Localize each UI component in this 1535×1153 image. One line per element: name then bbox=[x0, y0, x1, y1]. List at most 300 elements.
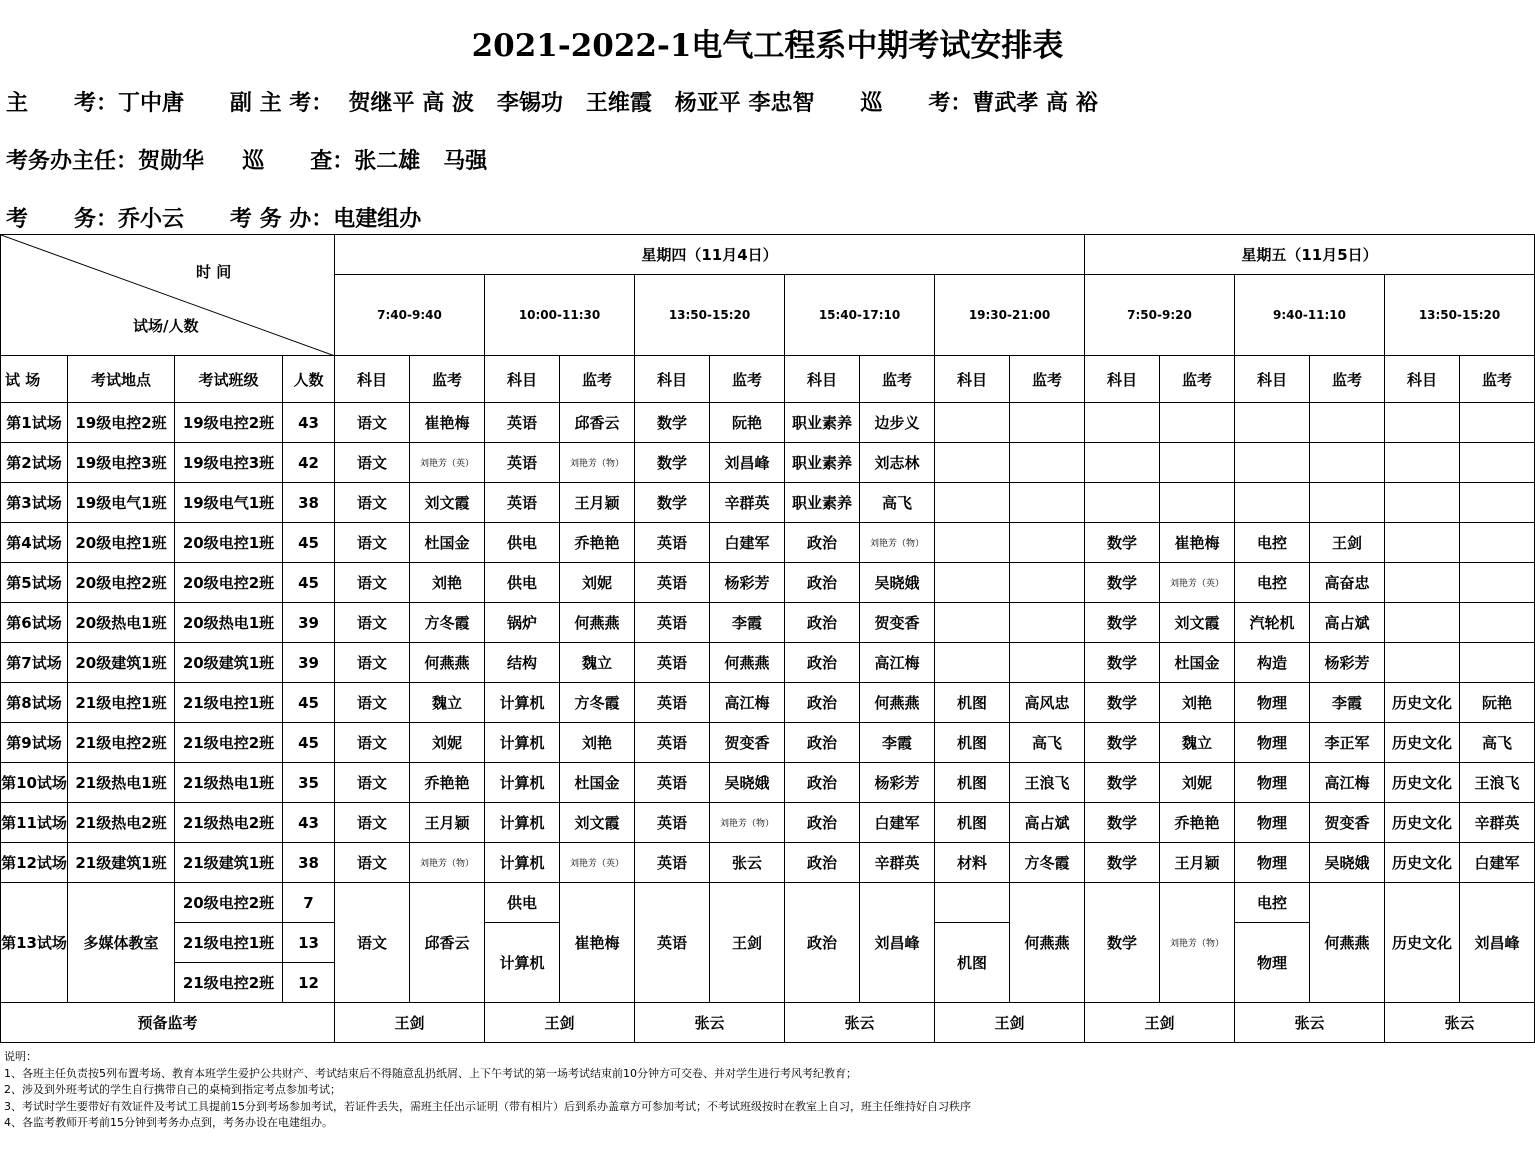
subject-cell: 物理 bbox=[1235, 683, 1310, 723]
proctor-cell bbox=[1310, 443, 1385, 483]
proctor-cell: 阮艳 bbox=[710, 403, 785, 443]
room-13-proctor: 王剑 bbox=[710, 883, 785, 1003]
room-13-count: 7 bbox=[283, 883, 335, 923]
header-line-3: 考 务：乔小云 考 务 办：电建组办 bbox=[6, 206, 422, 232]
subject-cell: 历史文化 bbox=[1385, 843, 1460, 883]
subject-cell: 语文 bbox=[335, 643, 410, 683]
proctor-cell: 高飞 bbox=[1460, 723, 1535, 763]
time-slot-8: 13:50-15:20 bbox=[1385, 275, 1535, 356]
proctor-cell: 杜国金 bbox=[410, 523, 485, 563]
page-title: 2021-2022-1电气工程系中期考试安排表 bbox=[471, 28, 1064, 64]
exam-place: 21级电控1班 bbox=[68, 683, 175, 723]
col-header-subject: 科目 bbox=[335, 356, 410, 403]
subject-cell: 数学 bbox=[1085, 523, 1160, 563]
proctor-cell: 刘昌峰 bbox=[710, 443, 785, 483]
room-label: 第2试场 bbox=[1, 443, 68, 483]
subject-cell bbox=[1385, 643, 1460, 683]
proctor-cell: 王浪飞 bbox=[1460, 763, 1535, 803]
col-header-subject: 科目 bbox=[635, 356, 710, 403]
proctor-cell: 刘妮 bbox=[410, 723, 485, 763]
proctor-cell: 高江梅 bbox=[1310, 763, 1385, 803]
proctor-cell: 崔艳梅 bbox=[410, 403, 485, 443]
subject-cell: 政治 bbox=[785, 563, 860, 603]
room-13-subject: 英语 bbox=[635, 883, 710, 1003]
subject-cell: 英语 bbox=[635, 723, 710, 763]
col-header-subject: 科目 bbox=[935, 356, 1010, 403]
subject-cell: 结构 bbox=[485, 643, 560, 683]
subject-cell: 数学 bbox=[1085, 643, 1160, 683]
proctor-cell bbox=[1160, 403, 1235, 443]
table-row bbox=[1, 643, 1535, 683]
room-13-proctor: 刘艳芳（物） bbox=[1160, 883, 1235, 1003]
proctor-cell: 辛群英 bbox=[710, 483, 785, 523]
student-count: 35 bbox=[283, 763, 335, 803]
subject-cell: 语文 bbox=[335, 483, 410, 523]
proctor-cell bbox=[1160, 483, 1235, 523]
subject-cell: 供电 bbox=[485, 523, 560, 563]
exam-place: 19级电气1班 bbox=[68, 483, 175, 523]
subject-cell: 政治 bbox=[785, 763, 860, 803]
subject-cell bbox=[935, 483, 1010, 523]
proctor-cell: 魏立 bbox=[1160, 723, 1235, 763]
subject-cell bbox=[1385, 443, 1460, 483]
room-13-subject: 语文 bbox=[335, 883, 410, 1003]
subject-cell: 英语 bbox=[635, 683, 710, 723]
time-slot-3: 13:50-15:20 bbox=[635, 275, 785, 356]
proctor-cell: 刘志林 bbox=[860, 443, 935, 483]
col-header-place: 考试地点 bbox=[68, 356, 175, 403]
subject-cell bbox=[935, 523, 1010, 563]
subject-cell: 构造 bbox=[1235, 643, 1310, 683]
room-13-proctor: 崔艳梅 bbox=[560, 883, 635, 1003]
subject-cell: 计算机 bbox=[485, 763, 560, 803]
reserve-proctor: 张云 bbox=[1385, 1003, 1535, 1043]
subject-cell bbox=[1385, 483, 1460, 523]
proctor-cell: 吴晓娥 bbox=[860, 563, 935, 603]
room-13-subject: 电控 bbox=[1235, 883, 1310, 923]
proctor-cell bbox=[1010, 603, 1085, 643]
proctor-cell: 刘艳 bbox=[410, 563, 485, 603]
subject-cell: 机图 bbox=[935, 723, 1010, 763]
proctor-cell: 边步义 bbox=[860, 403, 935, 443]
proctor-cell: 乔艳艳 bbox=[410, 763, 485, 803]
room-13-proctor: 何燕燕 bbox=[1010, 883, 1085, 1003]
subject-cell: 英语 bbox=[635, 763, 710, 803]
reserve-label: 预备监考 bbox=[1, 1003, 335, 1043]
subject-cell: 职业素养 bbox=[785, 403, 860, 443]
time-slot-2: 10:00-11:30 bbox=[485, 275, 635, 356]
proctor-cell: 张云 bbox=[710, 843, 785, 883]
proctor-cell: 贺变香 bbox=[710, 723, 785, 763]
proctor-cell bbox=[1460, 443, 1535, 483]
subject-cell: 语文 bbox=[335, 603, 410, 643]
subject-cell: 英语 bbox=[635, 603, 710, 643]
proctor-cell: 何燕燕 bbox=[560, 603, 635, 643]
time-slot-5: 19:30-21:00 bbox=[935, 275, 1085, 356]
note-item: 4、各监考教师开考前15分钟到考务办点到，考务办设在电建组办。 bbox=[4, 1116, 333, 1129]
table-row bbox=[1, 443, 1535, 483]
reserve-proctor: 王剑 bbox=[1085, 1003, 1235, 1043]
corner-header-cell bbox=[1, 235, 335, 356]
proctor-cell: 杜国金 bbox=[1160, 643, 1235, 683]
col-header-subject: 科目 bbox=[485, 356, 560, 403]
exam-class: 20级建筑1班 bbox=[175, 643, 283, 683]
table-row bbox=[1, 803, 1535, 843]
subject-cell: 材料 bbox=[935, 843, 1010, 883]
proctor-cell bbox=[1460, 403, 1535, 443]
time-slot-6: 7:50-9:20 bbox=[1085, 275, 1235, 356]
subject-cell: 电控 bbox=[1235, 563, 1310, 603]
room-13-subject: 机图 bbox=[935, 923, 1010, 1003]
subject-cell: 语文 bbox=[335, 723, 410, 763]
subject-cell: 政治 bbox=[785, 603, 860, 643]
proctor-cell: 王月颖 bbox=[560, 483, 635, 523]
exam-class: 20级电控1班 bbox=[175, 523, 283, 563]
col-header-subject: 科目 bbox=[1235, 356, 1310, 403]
proctor-cell: 高奋忠 bbox=[1310, 563, 1385, 603]
subject-cell: 历史文化 bbox=[1385, 803, 1460, 843]
subject-cell: 计算机 bbox=[485, 683, 560, 723]
subject-cell: 汽轮机 bbox=[1235, 603, 1310, 643]
proctor-cell: 辛群英 bbox=[860, 843, 935, 883]
proctor-cell: 刘艳芳（英） bbox=[1160, 563, 1235, 603]
proctor-cell bbox=[1010, 643, 1085, 683]
student-count: 43 bbox=[283, 803, 335, 843]
proctor-cell: 白建军 bbox=[860, 803, 935, 843]
notes bbox=[4, 1049, 971, 1132]
subject-cell: 数学 bbox=[1085, 563, 1160, 603]
col-header-proctor: 监考 bbox=[1310, 356, 1385, 403]
table-row bbox=[1, 843, 1535, 883]
subject-cell: 语文 bbox=[335, 843, 410, 883]
proctor-cell: 刘文霞 bbox=[410, 483, 485, 523]
exam-place: 19级电控2班 bbox=[68, 403, 175, 443]
proctor-cell: 李正军 bbox=[1310, 723, 1385, 763]
proctor-cell: 高江梅 bbox=[860, 643, 935, 683]
col-header-subject: 科目 bbox=[785, 356, 860, 403]
proctor-cell: 高占斌 bbox=[1010, 803, 1085, 843]
exam-class: 19级电气1班 bbox=[175, 483, 283, 523]
proctor-cell: 王月颖 bbox=[1160, 843, 1235, 883]
room-label: 第12试场 bbox=[1, 843, 68, 883]
subject-cell bbox=[1235, 403, 1310, 443]
subject-cell: 数学 bbox=[1085, 803, 1160, 843]
subject-cell: 职业素养 bbox=[785, 443, 860, 483]
reserve-proctor: 王剑 bbox=[935, 1003, 1085, 1043]
proctor-cell bbox=[1310, 483, 1385, 523]
subject-cell: 数学 bbox=[1085, 763, 1160, 803]
room-label: 第3试场 bbox=[1, 483, 68, 523]
room-13-count: 13 bbox=[283, 923, 335, 963]
subject-cell: 英语 bbox=[485, 443, 560, 483]
exam-place: 20级热电1班 bbox=[68, 603, 175, 643]
subject-cell: 计算机 bbox=[485, 803, 560, 843]
subject-cell bbox=[1235, 483, 1310, 523]
proctor-cell bbox=[1010, 483, 1085, 523]
proctor-cell: 王月颖 bbox=[410, 803, 485, 843]
subject-cell: 电控 bbox=[1235, 523, 1310, 563]
exam-place: 21级热电1班 bbox=[68, 763, 175, 803]
room-13-subject: 历史文化 bbox=[1385, 883, 1460, 1003]
subject-cell: 语文 bbox=[335, 803, 410, 843]
proctor-cell: 李霞 bbox=[710, 603, 785, 643]
subject-cell: 机图 bbox=[935, 763, 1010, 803]
student-count: 45 bbox=[283, 723, 335, 763]
proctor-cell: 刘文霞 bbox=[560, 803, 635, 843]
proctor-cell: 何燕燕 bbox=[860, 683, 935, 723]
room-13-proctor: 何燕燕 bbox=[1310, 883, 1385, 1003]
proctor-cell bbox=[1460, 523, 1535, 563]
proctor-cell: 白建军 bbox=[1460, 843, 1535, 883]
student-count: 45 bbox=[283, 683, 335, 723]
subject-cell: 计算机 bbox=[485, 843, 560, 883]
proctor-cell: 乔艳艳 bbox=[560, 523, 635, 563]
proctor-cell: 高江梅 bbox=[710, 683, 785, 723]
room-13-subject bbox=[935, 883, 1010, 923]
room-label: 第11试场 bbox=[1, 803, 68, 843]
col-header-count: 人数 bbox=[283, 356, 335, 403]
subject-cell: 语文 bbox=[335, 763, 410, 803]
subject-cell: 数学 bbox=[1085, 843, 1160, 883]
subject-cell: 数学 bbox=[635, 403, 710, 443]
proctor-cell: 贺变香 bbox=[860, 603, 935, 643]
subject-cell: 历史文化 bbox=[1385, 683, 1460, 723]
time-slot-7: 9:40-11:10 bbox=[1235, 275, 1385, 356]
room-13-class: 21级电控1班 bbox=[175, 923, 283, 963]
subject-cell: 机图 bbox=[935, 803, 1010, 843]
subject-cell bbox=[935, 563, 1010, 603]
room-label: 第9试场 bbox=[1, 723, 68, 763]
reserve-proctor: 张云 bbox=[1235, 1003, 1385, 1043]
exam-class: 21级热电2班 bbox=[175, 803, 283, 843]
exam-class: 21级电控1班 bbox=[175, 683, 283, 723]
exam-schedule-table bbox=[0, 234, 1535, 1043]
proctor-cell: 刘艳芳（英） bbox=[410, 443, 485, 483]
reserve-proctor: 王剑 bbox=[335, 1003, 485, 1043]
table-row bbox=[1, 483, 1535, 523]
table-row bbox=[1, 603, 1535, 643]
note-item: 2、涉及到外班考试的学生自行携带自己的桌椅到指定考点参加考试； bbox=[4, 1083, 341, 1096]
col-header-proctor: 监考 bbox=[1460, 356, 1535, 403]
subject-cell: 语文 bbox=[335, 563, 410, 603]
proctor-cell: 刘艳芳（物） bbox=[560, 443, 635, 483]
col-header-proctor: 监考 bbox=[1160, 356, 1235, 403]
col-header-room: 试 场 bbox=[1, 356, 68, 403]
note-item: 3、考试时学生要带好有效证件及考试工具提前15分到考场参加考试，若证件丢失，需班主任出示证明（带有相片）后到系办盖章方可参加考试；不考试班级按时在教室上自习，班主任维持好自习秩序 bbox=[4, 1099, 971, 1113]
subject-cell: 政治 bbox=[785, 723, 860, 763]
student-count: 39 bbox=[283, 643, 335, 683]
exam-place: 20级电控1班 bbox=[68, 523, 175, 563]
room-label: 第6试场 bbox=[1, 603, 68, 643]
proctor-cell bbox=[1010, 523, 1085, 563]
proctor-cell: 高飞 bbox=[1010, 723, 1085, 763]
room-13-label: 第13试场 bbox=[1, 883, 68, 1003]
corner-time-label: 时 间 bbox=[196, 263, 232, 281]
header-line-1: 主 考：丁中唐 副 主 考： 贺继平 高 波 李锡功 王维霞 杨亚平 李忠智 巡 考：曹武孝 高 裕 bbox=[6, 90, 1098, 116]
subject-cell: 数学 bbox=[1085, 603, 1160, 643]
proctor-cell: 吴晓娥 bbox=[1310, 843, 1385, 883]
proctor-cell: 魏立 bbox=[560, 643, 635, 683]
room-13-subject: 供电 bbox=[485, 883, 560, 923]
header-line-2: 考务办主任：贺勋华 巡 查：张二雄 马强 bbox=[6, 148, 488, 174]
room-label: 第8试场 bbox=[1, 683, 68, 723]
time-slot-1: 7:40-9:40 bbox=[335, 275, 485, 356]
col-header-class: 考试班级 bbox=[175, 356, 283, 403]
subject-cell: 语文 bbox=[335, 523, 410, 563]
proctor-cell bbox=[1460, 483, 1535, 523]
subject-cell: 数学 bbox=[1085, 723, 1160, 763]
proctor-cell: 李霞 bbox=[1310, 683, 1385, 723]
subject-cell bbox=[1385, 563, 1460, 603]
proctor-cell: 刘艳 bbox=[560, 723, 635, 763]
table-row bbox=[1, 763, 1535, 803]
exam-place: 19级电控3班 bbox=[68, 443, 175, 483]
proctor-cell bbox=[1010, 563, 1085, 603]
room-label: 第1试场 bbox=[1, 403, 68, 443]
reserve-proctor: 张云 bbox=[785, 1003, 935, 1043]
proctor-cell bbox=[1010, 403, 1085, 443]
subject-cell: 英语 bbox=[635, 523, 710, 563]
room-13-proctor: 邱香云 bbox=[410, 883, 485, 1003]
proctor-cell bbox=[1160, 443, 1235, 483]
subject-cell: 物理 bbox=[1235, 843, 1310, 883]
subject-cell: 英语 bbox=[635, 643, 710, 683]
proctor-cell: 何燕燕 bbox=[710, 643, 785, 683]
proctor-cell bbox=[1460, 643, 1535, 683]
subject-cell: 英语 bbox=[635, 803, 710, 843]
diagonal-line bbox=[1, 235, 335, 356]
subject-cell: 政治 bbox=[785, 843, 860, 883]
subject-cell: 物理 bbox=[1235, 803, 1310, 843]
student-count: 38 bbox=[283, 843, 335, 883]
proctor-cell: 刘艳芳（物） bbox=[410, 843, 485, 883]
room-13-proctor: 刘昌峰 bbox=[1460, 883, 1535, 1003]
table-row bbox=[1, 683, 1535, 723]
table-row bbox=[1, 563, 1535, 603]
subject-cell bbox=[1085, 483, 1160, 523]
room-13-proctor: 刘昌峰 bbox=[860, 883, 935, 1003]
proctor-cell: 高占斌 bbox=[1310, 603, 1385, 643]
student-count: 38 bbox=[283, 483, 335, 523]
room-label: 第4试场 bbox=[1, 523, 68, 563]
subject-cell: 计算机 bbox=[485, 723, 560, 763]
exam-class: 21级热电1班 bbox=[175, 763, 283, 803]
proctor-cell: 何燕燕 bbox=[410, 643, 485, 683]
subject-cell: 政治 bbox=[785, 643, 860, 683]
proctor-cell bbox=[1460, 603, 1535, 643]
time-slot-4: 15:40-17:10 bbox=[785, 275, 935, 356]
day-header-thursday: 星期四（11月4日） bbox=[335, 235, 1085, 275]
proctor-cell: 杜国金 bbox=[560, 763, 635, 803]
note-item: 1、各班主任负责按5列布置考场、教育本班学生爱护公共财产、考试结束后不得随意乱扔纸屑、上下午考试的第一场考试结束前10分钟方可交卷、并对学生进行考风考纪教育； bbox=[4, 1066, 857, 1080]
exam-class: 19级电控2班 bbox=[175, 403, 283, 443]
subject-cell: 数学 bbox=[1085, 683, 1160, 723]
room-13-class: 20级电控2班 bbox=[175, 883, 283, 923]
table-row bbox=[1, 723, 1535, 763]
room-label: 第5试场 bbox=[1, 563, 68, 603]
subject-cell: 物理 bbox=[1235, 723, 1310, 763]
room-label: 第10试场 bbox=[1, 763, 68, 803]
reserve-proctor: 王剑 bbox=[485, 1003, 635, 1043]
proctor-cell: 王剑 bbox=[1310, 523, 1385, 563]
room-13-count: 12 bbox=[283, 963, 335, 1003]
proctor-cell: 阮艳 bbox=[1460, 683, 1535, 723]
proctor-cell: 刘文霞 bbox=[1160, 603, 1235, 643]
reserve-proctor: 张云 bbox=[635, 1003, 785, 1043]
subject-cell: 供电 bbox=[485, 563, 560, 603]
subject-cell: 政治 bbox=[785, 683, 860, 723]
notes-heading: 说明： bbox=[4, 1050, 37, 1063]
subject-cell bbox=[1385, 403, 1460, 443]
subject-cell: 物理 bbox=[1235, 763, 1310, 803]
subject-cell: 政治 bbox=[785, 803, 860, 843]
subject-cell: 语文 bbox=[335, 683, 410, 723]
col-header-subject: 科目 bbox=[1385, 356, 1460, 403]
exam-place: 20级电控2班 bbox=[68, 563, 175, 603]
corner-room-label: 试场/人数 bbox=[133, 317, 199, 335]
exam-place: 21级热电2班 bbox=[68, 803, 175, 843]
room-13-place: 多媒体教室 bbox=[68, 883, 175, 1003]
proctor-cell bbox=[1460, 563, 1535, 603]
proctor-cell: 刘妮 bbox=[1160, 763, 1235, 803]
proctor-cell: 乔艳艳 bbox=[1160, 803, 1235, 843]
student-count: 43 bbox=[283, 403, 335, 443]
room-13-subject: 计算机 bbox=[485, 923, 560, 1003]
col-header-proctor: 监考 bbox=[710, 356, 785, 403]
proctor-cell: 杨彩芳 bbox=[710, 563, 785, 603]
student-count: 45 bbox=[283, 563, 335, 603]
exam-place: 21级电控2班 bbox=[68, 723, 175, 763]
subject-cell: 英语 bbox=[635, 563, 710, 603]
proctor-cell bbox=[1010, 443, 1085, 483]
proctor-cell: 高风忠 bbox=[1010, 683, 1085, 723]
subject-cell bbox=[935, 643, 1010, 683]
proctor-cell: 方冬霞 bbox=[560, 683, 635, 723]
proctor-cell: 刘妮 bbox=[560, 563, 635, 603]
subject-cell: 英语 bbox=[485, 403, 560, 443]
student-count: 42 bbox=[283, 443, 335, 483]
student-count: 39 bbox=[283, 603, 335, 643]
exam-place: 21级建筑1班 bbox=[68, 843, 175, 883]
room-label: 第7试场 bbox=[1, 643, 68, 683]
proctor-cell: 方冬霞 bbox=[410, 603, 485, 643]
exam-class: 21级建筑1班 bbox=[175, 843, 283, 883]
subject-cell bbox=[935, 603, 1010, 643]
col-header-proctor: 监考 bbox=[560, 356, 635, 403]
room-13-class: 21级电控2班 bbox=[175, 963, 283, 1003]
exam-class: 20级电控2班 bbox=[175, 563, 283, 603]
proctor-cell: 邱香云 bbox=[560, 403, 635, 443]
proctor-cell: 刘艳芳（英） bbox=[560, 843, 635, 883]
proctor-cell: 方冬霞 bbox=[1010, 843, 1085, 883]
subject-cell bbox=[1085, 403, 1160, 443]
day-header-friday: 星期五（11月5日） bbox=[1085, 235, 1535, 275]
subject-cell: 政治 bbox=[785, 523, 860, 563]
proctor-cell: 李霞 bbox=[860, 723, 935, 763]
proctor-cell: 魏立 bbox=[410, 683, 485, 723]
exam-class: 20级热电1班 bbox=[175, 603, 283, 643]
room-13-subject: 政治 bbox=[785, 883, 860, 1003]
proctor-cell: 刘艳芳（物） bbox=[710, 803, 785, 843]
subject-cell bbox=[935, 443, 1010, 483]
room-13-subject: 物理 bbox=[1235, 923, 1310, 1003]
subject-cell: 数学 bbox=[635, 483, 710, 523]
subject-cell: 职业素养 bbox=[785, 483, 860, 523]
col-header-proctor: 监考 bbox=[1010, 356, 1085, 403]
subject-cell: 锅炉 bbox=[485, 603, 560, 643]
proctor-cell: 吴晓娥 bbox=[710, 763, 785, 803]
proctor-cell: 刘艳 bbox=[1160, 683, 1235, 723]
